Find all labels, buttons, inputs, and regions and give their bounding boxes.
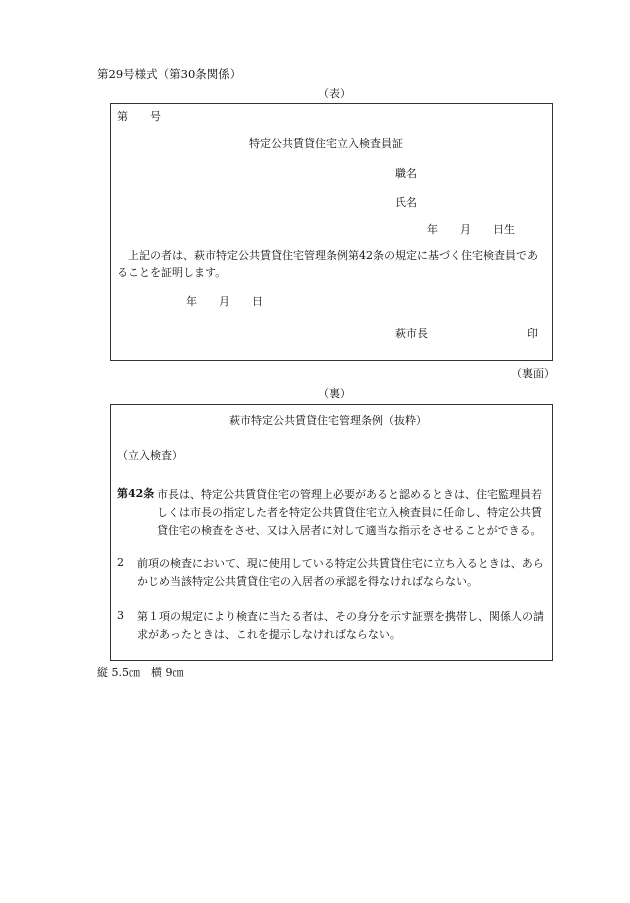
form-header: 第29号様式（第30条関係）: [97, 67, 242, 81]
certificate-number-label: 第 号: [117, 110, 161, 123]
certificate-title: 特定公共賃貸住宅立入検査員証: [249, 137, 403, 150]
name-label: 氏名: [395, 196, 417, 209]
article-text: 市長は、特定公共賃貸住宅の管理上必要があると認めるときは、住宅監理員若しくは市長の指定した者を特定公共賃貸住宅立入検査員に任命し、特定公共賃貸住宅の検査をさせ、又は入居者に対して適当な指示をさせることができる。: [157, 488, 542, 537]
back-side-note: （裏面）: [511, 367, 555, 380]
size-note: 縦 5.5㎝ 横 9㎝: [97, 666, 184, 679]
issuer-label: 萩市長: [395, 327, 428, 340]
certification-text: 上記の者は、萩市特定公共賃貸住宅管理条例第42条の規定に基づく住宅検査員であることを証明します。: [117, 249, 538, 279]
front-side-label: （表）: [318, 87, 351, 100]
article-text-hang: [127, 504, 157, 540]
issue-date-label: 年 月 日: [186, 295, 263, 308]
article-number: 第42条: [117, 487, 155, 500]
seal-mark: 印: [527, 327, 538, 340]
ordinance-title: 萩市特定公共賃貸住宅管理条例（抜粋）: [229, 414, 427, 427]
front-card: [110, 103, 553, 361]
back-card: [110, 404, 553, 661]
section-heading: （立入検査）: [117, 449, 183, 462]
back-side-label: （裏）: [318, 387, 351, 400]
birth-date-label: 年 月 日生: [427, 223, 515, 236]
clause-3-text: 第１項の規定により検査に当たる者は、その身分を示す証票を携帯し、関係人の請求があったときは、これを提示しなければならない。: [137, 610, 544, 641]
clause-3-number: 3: [117, 609, 124, 622]
clause-2-number: 2: [117, 556, 124, 569]
clause-2-text: 前項の検査において、現に使用している特定公共賃貸住宅に立ち入るときは、あらかじめ当該特定公共賃貸住宅の入居者の承認を得なければならない。: [137, 557, 544, 588]
position-label: 職名: [395, 167, 417, 180]
